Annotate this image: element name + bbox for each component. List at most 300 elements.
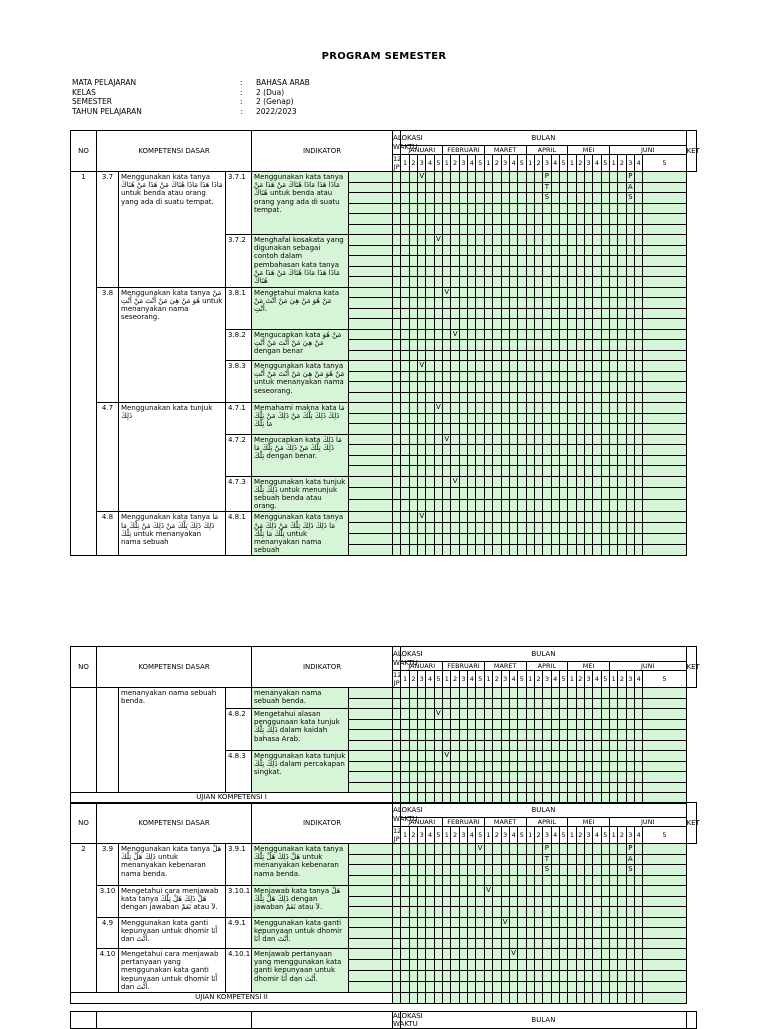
week-cell bbox=[493, 917, 501, 928]
week-cell bbox=[534, 287, 542, 298]
week-cell bbox=[434, 982, 442, 993]
week-cell bbox=[468, 182, 476, 193]
week-cell bbox=[584, 329, 592, 340]
week-cell bbox=[393, 960, 401, 971]
week-cell bbox=[426, 256, 434, 267]
week-cell bbox=[426, 277, 434, 288]
week-cell bbox=[593, 772, 601, 783]
week-cell bbox=[409, 917, 417, 928]
week-cell bbox=[459, 993, 467, 1004]
week-cell bbox=[543, 371, 551, 382]
week-cell bbox=[468, 854, 476, 865]
week-cell bbox=[443, 445, 451, 456]
week-cell bbox=[593, 993, 601, 1004]
ket-cell bbox=[643, 523, 686, 534]
week-cell bbox=[593, 960, 601, 971]
week-cell bbox=[426, 730, 434, 741]
month-header: MARET bbox=[484, 662, 526, 671]
week-cell bbox=[635, 949, 643, 960]
header-alokasi-waktu: ALOKASI WAKTU bbox=[393, 647, 401, 671]
week-cell bbox=[501, 329, 509, 340]
week-cell bbox=[401, 730, 409, 741]
week-cell bbox=[576, 719, 584, 730]
week-cell bbox=[618, 413, 626, 424]
week-cell bbox=[518, 371, 526, 382]
week-cell bbox=[609, 235, 617, 246]
ket-cell bbox=[643, 719, 686, 730]
week-number: 5 bbox=[476, 155, 484, 172]
week-number: 1 bbox=[401, 155, 409, 172]
alokasi-cell bbox=[349, 193, 393, 204]
week-cell bbox=[601, 751, 609, 762]
week-cell bbox=[576, 971, 584, 982]
week-cell bbox=[451, 340, 459, 351]
week-cell bbox=[468, 466, 476, 477]
week-cell bbox=[618, 772, 626, 783]
week-cell bbox=[409, 545, 417, 556]
week-cell bbox=[459, 214, 467, 225]
week-number: 2 bbox=[534, 827, 542, 844]
week-cell bbox=[484, 875, 492, 886]
week-cell bbox=[584, 971, 592, 982]
week-cell bbox=[635, 875, 643, 886]
week-cell bbox=[618, 545, 626, 556]
week-cell bbox=[459, 235, 467, 246]
week-cell bbox=[409, 854, 417, 865]
exam-letter: S bbox=[628, 193, 633, 201]
week-cell bbox=[534, 214, 542, 225]
week-cell bbox=[401, 534, 409, 545]
week-cell bbox=[484, 319, 492, 330]
week-cell bbox=[593, 214, 601, 225]
week-cell bbox=[434, 235, 442, 246]
week-cell bbox=[443, 476, 451, 488]
week-cell bbox=[493, 534, 501, 545]
ket-cell bbox=[643, 949, 686, 960]
week-cell bbox=[518, 172, 526, 183]
week-cell bbox=[584, 340, 592, 351]
week-cell bbox=[484, 287, 492, 298]
week-cell bbox=[635, 287, 643, 298]
week-cell bbox=[393, 875, 401, 886]
week-cell bbox=[626, 298, 634, 309]
week-cell bbox=[451, 534, 459, 545]
week-cell bbox=[584, 730, 592, 741]
week-cell bbox=[593, 844, 601, 855]
week-cell bbox=[601, 886, 609, 897]
week-cell bbox=[626, 308, 634, 319]
week-cell bbox=[443, 277, 451, 288]
week-cell bbox=[618, 214, 626, 225]
week-cell bbox=[568, 235, 576, 246]
week-cell bbox=[543, 434, 551, 445]
week-cell bbox=[609, 782, 617, 793]
week-cell bbox=[635, 350, 643, 361]
alokasi-cell bbox=[349, 172, 393, 183]
week-cell bbox=[409, 455, 417, 466]
week-cell bbox=[559, 534, 567, 545]
week-cell bbox=[418, 319, 426, 330]
week-cell bbox=[635, 319, 643, 330]
week-cell bbox=[584, 371, 592, 382]
week-cell bbox=[476, 445, 484, 456]
check-mark: V bbox=[436, 709, 441, 717]
week-cell bbox=[451, 761, 459, 772]
week-cell bbox=[609, 245, 617, 256]
week-cell bbox=[426, 172, 434, 183]
week-number: 1 bbox=[568, 827, 576, 844]
week-number: 1 bbox=[568, 671, 576, 688]
week-cell bbox=[401, 434, 409, 445]
week-cell bbox=[593, 500, 601, 512]
week-cell bbox=[468, 266, 476, 277]
week-cell bbox=[593, 466, 601, 477]
week-cell bbox=[534, 203, 542, 214]
alokasi-cell bbox=[349, 960, 393, 971]
week-cell bbox=[476, 476, 484, 488]
header-kompetensi-dasar bbox=[97, 1012, 252, 1029]
week-cell bbox=[526, 709, 534, 720]
week-cell bbox=[443, 782, 451, 793]
week-cell bbox=[626, 488, 634, 500]
week-cell bbox=[426, 875, 434, 886]
week-cell bbox=[618, 256, 626, 267]
week-cell bbox=[443, 224, 451, 235]
week-number: 4 bbox=[468, 155, 476, 172]
week-number: 5 bbox=[559, 827, 567, 844]
week-cell bbox=[493, 340, 501, 351]
week-cell bbox=[501, 844, 509, 855]
week-cell bbox=[418, 172, 426, 183]
week-cell bbox=[401, 782, 409, 793]
week-cell bbox=[493, 875, 501, 886]
week-cell bbox=[568, 523, 576, 534]
week-cell bbox=[618, 730, 626, 741]
week-cell bbox=[593, 245, 601, 256]
week-cell bbox=[476, 193, 484, 204]
week-cell bbox=[401, 382, 409, 393]
week-cell bbox=[618, 329, 626, 340]
week-cell bbox=[451, 172, 459, 183]
indikator-text: Memahami makna kata مَا ذَلِكَ ذَلِكَ تِلْكَ مَنْ ذَلِكَ مَنْ تِلْكَ مَا تِلْكَ bbox=[252, 403, 349, 435]
header-kompetensi-dasar: KOMPETENSI DASAR bbox=[97, 131, 252, 172]
week-cell bbox=[618, 844, 626, 855]
week-cell bbox=[534, 896, 542, 907]
week-cell bbox=[576, 896, 584, 907]
week-cell bbox=[576, 982, 584, 993]
week-cell bbox=[418, 350, 426, 361]
week-cell bbox=[393, 949, 401, 960]
week-cell bbox=[476, 413, 484, 424]
week-cell bbox=[635, 476, 643, 488]
week-cell bbox=[526, 844, 534, 855]
ket-cell bbox=[643, 928, 686, 939]
week-cell bbox=[593, 329, 601, 340]
week-cell bbox=[468, 949, 476, 960]
week-cell bbox=[434, 172, 442, 183]
week-cell bbox=[493, 172, 501, 183]
week-cell bbox=[601, 350, 609, 361]
week-cell bbox=[635, 245, 643, 256]
week-cell bbox=[418, 730, 426, 741]
week-cell bbox=[559, 298, 567, 309]
week-cell bbox=[618, 688, 626, 699]
week-cell bbox=[468, 896, 476, 907]
week-cell bbox=[418, 287, 426, 298]
week-cell bbox=[635, 172, 643, 183]
week-cell bbox=[493, 455, 501, 466]
week-cell bbox=[459, 434, 467, 445]
week-cell bbox=[426, 949, 434, 960]
week-cell bbox=[543, 782, 551, 793]
week-cell bbox=[476, 455, 484, 466]
week-cell bbox=[551, 730, 559, 741]
week-cell bbox=[443, 534, 451, 545]
week-cell bbox=[509, 545, 517, 556]
week-cell bbox=[493, 907, 501, 918]
week-cell bbox=[501, 896, 509, 907]
week-cell bbox=[501, 523, 509, 534]
schedule-table-4 bbox=[70, 1011, 697, 1029]
week-cell bbox=[635, 545, 643, 556]
week-cell bbox=[393, 277, 401, 288]
week-cell bbox=[493, 182, 501, 193]
week-cell bbox=[568, 203, 576, 214]
week-cell bbox=[568, 298, 576, 309]
week-cell bbox=[601, 203, 609, 214]
week-cell bbox=[534, 235, 542, 246]
week-cell bbox=[551, 445, 559, 456]
ket-cell bbox=[643, 350, 686, 361]
week-number: 5 bbox=[601, 155, 609, 172]
week-cell bbox=[434, 896, 442, 907]
indikator-text: Mengetahui alasan penggunaan kata tunjuk ذَلِكَ تِلْكَ dalam kaidah bahasa Arab. bbox=[252, 709, 349, 751]
ket-cell bbox=[643, 854, 686, 865]
week-cell bbox=[635, 982, 643, 993]
week-cell bbox=[509, 308, 517, 319]
week-cell bbox=[534, 917, 542, 928]
week-cell bbox=[484, 896, 492, 907]
week-number: 2 bbox=[534, 155, 542, 172]
week-cell bbox=[609, 392, 617, 403]
kd-number bbox=[97, 688, 119, 793]
week-cell bbox=[568, 434, 576, 445]
ket-cell bbox=[643, 424, 686, 435]
week-cell bbox=[543, 751, 551, 762]
week-cell bbox=[518, 844, 526, 855]
week-cell bbox=[426, 266, 434, 277]
week-cell bbox=[609, 512, 617, 523]
week-cell bbox=[434, 523, 442, 534]
week-cell bbox=[618, 938, 626, 949]
week-cell bbox=[551, 938, 559, 949]
week-cell bbox=[593, 523, 601, 534]
week-cell bbox=[418, 751, 426, 762]
week-cell bbox=[476, 740, 484, 751]
week-cell bbox=[484, 993, 492, 1004]
ket-cell bbox=[643, 698, 686, 709]
week-cell bbox=[434, 319, 442, 330]
week-cell bbox=[401, 500, 409, 512]
week-cell bbox=[409, 476, 417, 488]
week-cell bbox=[443, 245, 451, 256]
week-cell bbox=[518, 287, 526, 298]
week-cell bbox=[534, 993, 542, 1004]
week-cell bbox=[551, 523, 559, 534]
kd-text: Menggunakan kata tanya مَنْ هُوَ مَنْ هِيَ مَنْ أَنْتَ مَنْ أَنْتِ untuk menanyakan nama seseorang. bbox=[119, 287, 226, 403]
week-cell bbox=[534, 865, 542, 876]
week-cell bbox=[635, 224, 643, 235]
week-cell bbox=[418, 971, 426, 982]
week-cell bbox=[401, 896, 409, 907]
week-cell bbox=[426, 886, 434, 897]
alokasi-cell bbox=[349, 445, 393, 456]
week-cell bbox=[443, 382, 451, 393]
week-cell bbox=[635, 329, 643, 340]
week-cell bbox=[451, 371, 459, 382]
week-cell bbox=[601, 993, 609, 1004]
week-cell bbox=[551, 719, 559, 730]
week-cell bbox=[584, 709, 592, 720]
header-indikator: INDIKATOR bbox=[252, 803, 393, 844]
week-cell bbox=[584, 719, 592, 730]
week-cell bbox=[543, 886, 551, 897]
week-cell bbox=[584, 466, 592, 477]
week-cell bbox=[393, 413, 401, 424]
month-header: FEBRUARI bbox=[443, 662, 485, 671]
ket-cell bbox=[643, 993, 686, 1004]
week-cell bbox=[468, 993, 476, 1004]
week-cell bbox=[609, 730, 617, 741]
week-number: 4 bbox=[635, 671, 643, 688]
week-cell bbox=[584, 266, 592, 277]
week-cell bbox=[543, 224, 551, 235]
month-header: FEBRUARI bbox=[443, 818, 485, 827]
week-cell bbox=[626, 844, 634, 855]
week-cell bbox=[518, 266, 526, 277]
week-cell bbox=[609, 266, 617, 277]
week-cell bbox=[459, 350, 467, 361]
indikator-text: Mengucapkan kata مَا ذَلِكَ ذَلِكَ تِلْكَ مَنْ ذَلِكَ مَنْ تِلْكَ مَا تِلْكَ dengan benar. bbox=[252, 434, 349, 476]
week-cell bbox=[434, 917, 442, 928]
meta-value: 2022/2023 bbox=[256, 106, 297, 116]
week-cell bbox=[551, 875, 559, 886]
week-cell bbox=[509, 971, 517, 982]
week-cell bbox=[426, 319, 434, 330]
week-cell bbox=[584, 308, 592, 319]
week-cell bbox=[601, 308, 609, 319]
week-cell bbox=[609, 886, 617, 897]
week-cell bbox=[584, 424, 592, 435]
week-cell bbox=[593, 740, 601, 751]
week-cell bbox=[534, 971, 542, 982]
week-cell bbox=[434, 772, 442, 783]
week-cell bbox=[468, 971, 476, 982]
week-cell bbox=[426, 455, 434, 466]
week-cell bbox=[609, 740, 617, 751]
week-number: 5 bbox=[559, 155, 567, 172]
week-cell bbox=[468, 245, 476, 256]
week-cell bbox=[526, 917, 534, 928]
week-cell bbox=[635, 960, 643, 971]
week-number: 1 bbox=[609, 671, 617, 688]
week-cell bbox=[451, 545, 459, 556]
alokasi-cell bbox=[349, 982, 393, 993]
week-cell bbox=[568, 308, 576, 319]
week-cell bbox=[601, 500, 609, 512]
week-cell bbox=[401, 371, 409, 382]
week-cell bbox=[584, 545, 592, 556]
week-cell bbox=[451, 875, 459, 886]
week-cell bbox=[576, 203, 584, 214]
week-cell bbox=[584, 445, 592, 456]
week-cell bbox=[493, 523, 501, 534]
meta-label: KELAS bbox=[72, 87, 96, 97]
week-cell bbox=[518, 182, 526, 193]
week-cell bbox=[393, 371, 401, 382]
alokasi-cell bbox=[349, 751, 393, 762]
week-cell bbox=[401, 193, 409, 204]
indikator-number: 4.9.1 bbox=[226, 917, 252, 949]
week-cell bbox=[443, 455, 451, 466]
week-cell bbox=[551, 545, 559, 556]
week-cell bbox=[584, 740, 592, 751]
week-cell bbox=[626, 993, 634, 1004]
week-cell bbox=[434, 928, 442, 939]
week-cell bbox=[484, 193, 492, 204]
week-cell bbox=[401, 235, 409, 246]
week-cell bbox=[401, 917, 409, 928]
week-cell bbox=[601, 875, 609, 886]
ket-cell bbox=[643, 512, 686, 523]
week-cell bbox=[418, 523, 426, 534]
week-cell bbox=[518, 488, 526, 500]
week-number: 1 bbox=[401, 827, 409, 844]
week-cell bbox=[409, 993, 417, 1004]
month-header: JANUARI bbox=[401, 146, 443, 155]
week-cell bbox=[609, 488, 617, 500]
week-cell bbox=[635, 277, 643, 288]
week-cell bbox=[609, 709, 617, 720]
week-cell bbox=[484, 886, 492, 897]
week-cell bbox=[476, 730, 484, 741]
week-cell bbox=[509, 403, 517, 414]
week-cell bbox=[601, 709, 609, 720]
week-cell bbox=[601, 949, 609, 960]
week-cell bbox=[484, 413, 492, 424]
week-cell bbox=[509, 751, 517, 762]
week-cell bbox=[484, 917, 492, 928]
week-cell bbox=[609, 772, 617, 783]
week-cell bbox=[618, 698, 626, 709]
week-cell bbox=[484, 298, 492, 309]
week-cell bbox=[551, 982, 559, 993]
week-cell bbox=[568, 886, 576, 897]
week-cell bbox=[401, 886, 409, 897]
week-cell bbox=[476, 523, 484, 534]
week-cell bbox=[626, 455, 634, 466]
week-cell bbox=[618, 172, 626, 183]
week-cell bbox=[451, 193, 459, 204]
week-cell bbox=[626, 938, 634, 949]
week-cell bbox=[393, 982, 401, 993]
week-cell bbox=[401, 172, 409, 183]
week-cell bbox=[518, 761, 526, 772]
week-cell bbox=[426, 982, 434, 993]
week-cell bbox=[551, 361, 559, 372]
week-cell bbox=[543, 413, 551, 424]
week-cell bbox=[534, 512, 542, 523]
